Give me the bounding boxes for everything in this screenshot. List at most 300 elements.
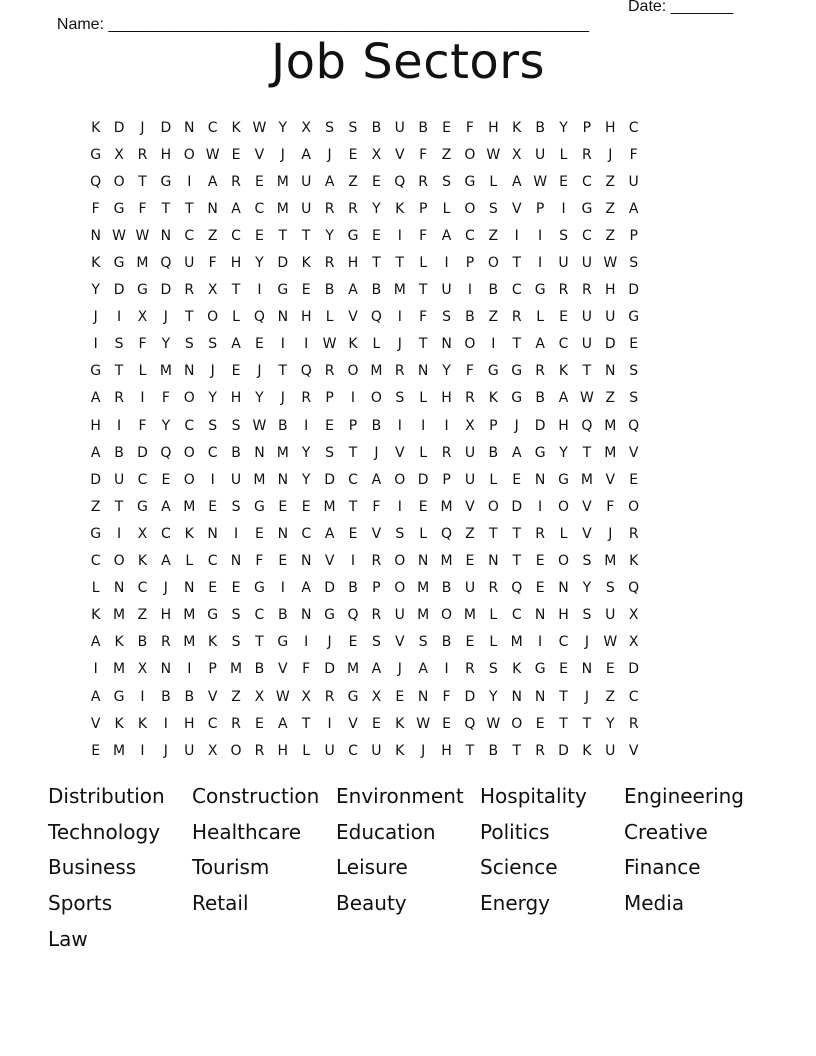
grid-letter: E — [629, 471, 639, 488]
grid-letter: E — [301, 498, 311, 515]
grid-letter: H — [558, 607, 569, 624]
grid-letter: G — [534, 282, 546, 299]
grid-letter: I — [280, 336, 285, 353]
grid-letter: X — [207, 742, 218, 759]
word-list-item: Leisure — [336, 855, 408, 880]
grid-letter: L — [91, 580, 100, 597]
grid-letter: N — [184, 580, 195, 597]
grid-letter: R — [535, 363, 545, 380]
grid-letter: W — [112, 227, 126, 244]
grid-letter: X — [207, 282, 218, 299]
grid-letter: E — [395, 688, 405, 705]
grid-letter: M — [510, 634, 523, 651]
grid-letter: I — [397, 417, 402, 434]
word-list-item: Sports — [48, 891, 113, 916]
grid-letter: Z — [605, 200, 616, 217]
grid-letter: K — [558, 363, 569, 380]
grid-letter: O — [464, 200, 476, 217]
grid-letter: I — [280, 580, 285, 597]
grid-letter: X — [301, 688, 311, 705]
grid-letter: R — [324, 200, 335, 217]
grid-letter: O — [207, 309, 219, 326]
grid-letter: Z — [605, 173, 616, 190]
grid-letter: H — [183, 715, 195, 732]
grid-letter: S — [442, 309, 451, 326]
grid-letter: W — [486, 146, 501, 163]
grid-letter: V — [628, 742, 639, 759]
grid-letter: K — [114, 715, 124, 732]
grid-letter: M — [604, 444, 617, 461]
grid-letter: L — [302, 742, 311, 759]
grid-letter: C — [207, 119, 218, 136]
grid-letter: Z — [137, 607, 148, 624]
grid-letter: N — [605, 363, 616, 380]
grid-letter: A — [231, 200, 241, 217]
grid-letter: K — [512, 119, 522, 136]
grid-letter: K — [301, 255, 311, 272]
grid-letter: F — [255, 553, 264, 570]
grid-letter: A — [161, 498, 171, 515]
grid-letter: J — [608, 146, 613, 163]
grid-letter: H — [558, 417, 569, 434]
grid-letter: E — [208, 498, 218, 515]
grid-letter: N — [534, 688, 546, 705]
grid-letter: F — [302, 661, 311, 678]
grid-letter: I — [538, 634, 543, 651]
grid-letter: K — [488, 390, 498, 407]
grid-letter: U — [605, 309, 616, 326]
grid-letter: K — [91, 607, 101, 624]
grid-letter: H — [347, 255, 359, 272]
grid-letter: O — [441, 607, 453, 624]
grid-letter: K — [395, 715, 405, 732]
grid-letter: A — [558, 390, 569, 407]
grid-letter: Z — [207, 227, 218, 244]
grid-letter: R — [371, 553, 382, 570]
grid-letter: E — [231, 580, 241, 597]
grid-letter: C — [184, 417, 195, 434]
grid-letter: B — [278, 607, 288, 624]
grid-letter: M — [440, 498, 453, 515]
grid-letter: O — [347, 363, 359, 380]
grid-letter: E — [605, 661, 615, 678]
grid-letter: S — [348, 119, 358, 136]
grid-letter: E — [208, 580, 218, 597]
grid-letter: U — [441, 282, 452, 299]
grid-letter: U — [605, 607, 616, 624]
grid-letter: L — [442, 200, 451, 217]
grid-letter: G — [324, 607, 336, 624]
grid-letter: K — [512, 661, 522, 678]
grid-letter: R — [371, 607, 382, 624]
grid-letter: Z — [605, 688, 616, 705]
grid-letter: G — [113, 200, 125, 217]
grid-letter: S — [395, 390, 405, 407]
grid-letter: L — [559, 525, 568, 542]
grid-letter: Y — [208, 390, 217, 407]
grid-letter: Q — [581, 417, 593, 434]
word-list-row — [48, 850, 768, 886]
grid-letter: F — [161, 390, 170, 407]
grid-letter: B — [184, 688, 195, 705]
grid-letter: B — [488, 444, 499, 461]
grid-letter: Y — [442, 363, 451, 380]
grid-letter: S — [605, 580, 615, 597]
grid-letter: O — [394, 553, 406, 570]
grid-letter: E — [161, 471, 171, 488]
grid-letter: G — [558, 471, 569, 488]
grid-letter: I — [117, 309, 122, 326]
grid-letter: E — [535, 553, 545, 570]
word-list-item: Energy — [480, 891, 551, 916]
grid-letter: E — [371, 715, 381, 732]
grid-letter: E — [255, 173, 264, 190]
word-list-item: Politics — [480, 819, 550, 844]
grid-letter: Q — [628, 580, 640, 597]
grid-letter: G — [160, 173, 172, 190]
grid-letter: X — [628, 607, 639, 624]
grid-letter: Q — [394, 173, 406, 190]
grid-letter: V — [394, 444, 405, 461]
grid-letter: K — [395, 742, 405, 759]
grid-letter: G — [207, 607, 219, 624]
grid-letter: R — [558, 282, 569, 299]
grid-letter: S — [231, 417, 241, 434]
grid-row — [84, 629, 645, 656]
grid-letter: F — [419, 309, 428, 326]
grid-letter: M — [417, 580, 430, 597]
grid-letter: Q — [464, 715, 476, 732]
grid-letter: T — [512, 742, 521, 759]
grid-letter: M — [580, 471, 593, 488]
word-list-item: Science — [480, 855, 558, 880]
grid-letter: N — [277, 471, 289, 488]
grid-letter: Z — [90, 498, 101, 515]
grid-letter: I — [350, 390, 356, 407]
grid-letter: E — [371, 173, 381, 190]
grid-letter: S — [418, 634, 428, 651]
grid-letter: M — [346, 661, 360, 678]
grid-letter: X — [371, 688, 382, 705]
grid-letter: I — [117, 525, 122, 542]
grid-letter: T — [512, 336, 521, 353]
grid-letter: B — [254, 661, 265, 678]
grid-row — [84, 358, 645, 385]
grid-letter: E — [255, 336, 264, 353]
grid-letter: B — [161, 688, 171, 705]
grid-letter: T — [255, 634, 264, 651]
grid-letter: T — [418, 282, 428, 299]
word-list-row — [48, 814, 768, 850]
grid-letter: C — [207, 715, 218, 732]
grid-letter: W — [135, 227, 150, 244]
grid-letter: O — [370, 390, 382, 407]
grid-letter: J — [374, 444, 379, 461]
grid-letter: L — [489, 634, 498, 651]
grid-letter: B — [535, 390, 545, 407]
grid-letter: B — [137, 634, 148, 651]
grid-letter: U — [184, 742, 195, 759]
word-list-item: Environment — [336, 783, 464, 808]
grid-letter: O — [557, 553, 570, 570]
grid-letter: U — [464, 444, 476, 461]
grid-letter: I — [304, 634, 309, 651]
grid-letter: E — [559, 309, 568, 326]
grid-letter: H — [441, 742, 452, 759]
grid-letter: E — [348, 146, 358, 163]
grid-letter: T — [512, 553, 521, 570]
grid-letter: I — [538, 255, 543, 272]
grid-letter: K — [208, 634, 218, 651]
grid-letter: M — [604, 553, 617, 570]
grid-letter: X — [628, 634, 639, 651]
grid-letter: A — [324, 525, 335, 542]
grid-letter: I — [491, 336, 496, 353]
grid-letter: C — [348, 742, 358, 759]
grid-letter: I — [538, 227, 543, 244]
grid-letter: I — [327, 715, 332, 732]
grid-letter: I — [444, 417, 449, 434]
grid-letter: C — [628, 119, 639, 136]
grid-letter: I — [187, 661, 192, 678]
grid-letter: K — [91, 119, 101, 136]
grid-letter: N — [277, 525, 289, 542]
grid-letter: N — [534, 471, 546, 488]
grid-letter: R — [324, 255, 335, 272]
grid-letter: S — [488, 661, 498, 678]
grid-letter: U — [464, 580, 476, 597]
grid-letter: C — [628, 688, 639, 705]
grid-letter: M — [463, 607, 476, 624]
grid-row — [84, 277, 645, 304]
grid-letter: V — [371, 525, 382, 542]
grid-letter: J — [397, 661, 402, 678]
grid-letter: E — [348, 525, 358, 542]
grid-letter: G — [511, 363, 523, 380]
grid-letter: I — [397, 498, 402, 515]
grid-letter: E — [301, 282, 311, 299]
grid-letter: T — [582, 363, 592, 380]
grid-letter: F — [138, 200, 147, 217]
word-list-item: Healthcare — [192, 819, 302, 844]
grid-letter: E — [465, 634, 475, 651]
grid-letter: Y — [301, 444, 311, 461]
grid-letter: G — [113, 255, 125, 272]
grid-letter: H — [488, 119, 499, 136]
grid-letter: Q — [511, 580, 523, 597]
grid-letter: A — [278, 715, 288, 732]
grid-letter: U — [301, 173, 312, 190]
grid-letter: Q — [300, 363, 312, 380]
grid-letter: K — [629, 553, 639, 570]
grid-letter: G — [487, 363, 499, 380]
grid-letter: P — [465, 255, 475, 272]
grid-letter: I — [93, 661, 98, 678]
grid-letter: F — [629, 146, 638, 163]
grid-letter: P — [535, 200, 545, 217]
grid-row — [84, 222, 645, 249]
grid-letter: E — [442, 715, 451, 732]
word-list-item: Technology — [48, 819, 161, 844]
grid-letter: K — [137, 715, 148, 732]
grid-letter: Q — [628, 417, 640, 434]
grid-letter: A — [418, 661, 428, 678]
grid-row — [84, 141, 645, 168]
grid-letter: J — [163, 742, 168, 759]
grid-letter: G — [90, 525, 102, 542]
grid-letter: N — [441, 336, 452, 353]
grid-letter: T — [465, 742, 475, 759]
grid-letter: B — [371, 119, 382, 136]
grid-letter: K — [91, 255, 101, 272]
grid-letter: B — [441, 580, 452, 597]
grid-letter: M — [113, 742, 126, 759]
word-list-item: Beauty — [336, 891, 407, 916]
grid-letter: Z — [488, 309, 499, 326]
grid-letter: S — [488, 200, 498, 217]
grid-letter: I — [444, 661, 449, 678]
grid-letter: N — [277, 309, 289, 326]
grid-letter: N — [230, 553, 242, 570]
word-list-row — [48, 921, 768, 957]
grid-letter: Q — [160, 444, 172, 461]
grid-letter: I — [163, 715, 168, 732]
grid-letter: F — [442, 688, 451, 705]
grid-row — [84, 683, 645, 710]
grid-letter: S — [582, 607, 592, 624]
grid-letter: B — [535, 119, 545, 136]
word-list-item: Creative — [624, 819, 708, 844]
grid-letter: M — [183, 634, 196, 651]
grid-row — [84, 114, 645, 141]
grid-letter: R — [394, 363, 405, 380]
grid-letter: P — [629, 227, 638, 244]
word-list-item: Business — [48, 855, 137, 880]
grid-letter: E — [629, 336, 639, 353]
grid-letter: C — [558, 634, 569, 651]
grid-letter: M — [229, 661, 243, 678]
grid-letter: U — [230, 471, 242, 488]
grid-letter: M — [440, 553, 453, 570]
grid-letter: B — [371, 282, 382, 299]
grid-letter: J — [514, 417, 519, 434]
grid-letter: R — [231, 173, 241, 190]
grid-letter: B — [418, 119, 428, 136]
grid-letter: V — [348, 309, 358, 326]
grid-letter: D — [113, 282, 125, 299]
grid-letter: J — [163, 580, 168, 597]
grid-letter: T — [582, 715, 592, 732]
grid-letter: M — [323, 498, 336, 515]
grid-letter: M — [113, 607, 126, 624]
grid-letter: B — [278, 417, 288, 434]
grid-letter: I — [514, 227, 519, 244]
grid-letter: B — [348, 580, 358, 597]
grid-letter: F — [138, 336, 147, 353]
grid-letter: D — [417, 471, 429, 488]
grid-letter: R — [582, 146, 592, 163]
grid-letter: M — [604, 417, 617, 434]
grid-letter: V — [207, 688, 218, 705]
grid-letter: D — [464, 688, 476, 705]
page-title: Job Sectors — [270, 34, 546, 90]
grid-letter: A — [301, 146, 311, 163]
grid-letter: Y — [372, 200, 381, 217]
grid-letter: Q — [370, 309, 382, 326]
grid-letter: E — [559, 173, 568, 190]
grid-letter: I — [140, 390, 145, 407]
grid-letter: D — [137, 444, 148, 461]
grid-letter: Y — [301, 471, 311, 488]
grid-letter: A — [90, 688, 101, 705]
grid-letter: V — [511, 200, 522, 217]
grid-letter: M — [370, 363, 383, 380]
grid-letter: N — [207, 525, 218, 542]
grid-letter: W — [205, 146, 220, 163]
grid-letter: O — [183, 390, 195, 407]
grid-letter: B — [488, 742, 499, 759]
grid-letter: O — [230, 742, 242, 759]
grid-letter: S — [114, 336, 124, 353]
grid-letter: H — [90, 417, 101, 434]
grid-letter: X — [137, 525, 148, 542]
grid-letter: X — [254, 688, 265, 705]
grid-letter: Q — [347, 607, 359, 624]
grid-letter: X — [301, 119, 311, 136]
grid-letter: S — [371, 634, 381, 651]
grid-letter: T — [582, 444, 592, 461]
grid-letter: M — [276, 444, 289, 461]
grid-letter: X — [371, 146, 382, 163]
grid-row — [84, 439, 645, 466]
grid-letter: V — [324, 553, 335, 570]
grid-letter: G — [277, 634, 289, 651]
grid-letter: E — [255, 715, 264, 732]
grid-letter: C — [301, 525, 312, 542]
grid-row — [84, 710, 645, 737]
grid-letter: W — [252, 119, 267, 136]
grid-letter: S — [582, 553, 592, 570]
grid-letter: K — [348, 336, 358, 353]
grid-letter: A — [90, 634, 101, 651]
grid-letter: W — [603, 255, 618, 272]
grid-row — [84, 602, 645, 629]
grid-letter: G — [254, 498, 265, 515]
grid-letter: N — [417, 688, 429, 705]
grid-letter: R — [348, 200, 358, 217]
grid-letter: N — [417, 553, 429, 570]
grid-letter: E — [231, 363, 241, 380]
grid-letter: C — [511, 607, 522, 624]
grid-letter: T — [161, 200, 171, 217]
grid-letter: I — [304, 336, 309, 353]
grid-letter: P — [489, 417, 498, 434]
word-list-item: Engineering — [624, 783, 744, 808]
grid-letter: I — [538, 498, 543, 515]
grid-letter: Y — [582, 580, 592, 597]
grid-letter: M — [183, 607, 196, 624]
grid-letter: O — [557, 498, 570, 515]
grid-letter: R — [137, 146, 148, 163]
grid-letter: G — [90, 363, 102, 380]
grid-row — [84, 548, 645, 575]
grid-letter: I — [140, 688, 145, 705]
grid-letter: P — [372, 580, 381, 597]
grid-letter: I — [187, 173, 192, 190]
grid-letter: F — [465, 119, 474, 136]
grid-letter: R — [418, 173, 429, 190]
grid-letter: O — [511, 715, 523, 732]
